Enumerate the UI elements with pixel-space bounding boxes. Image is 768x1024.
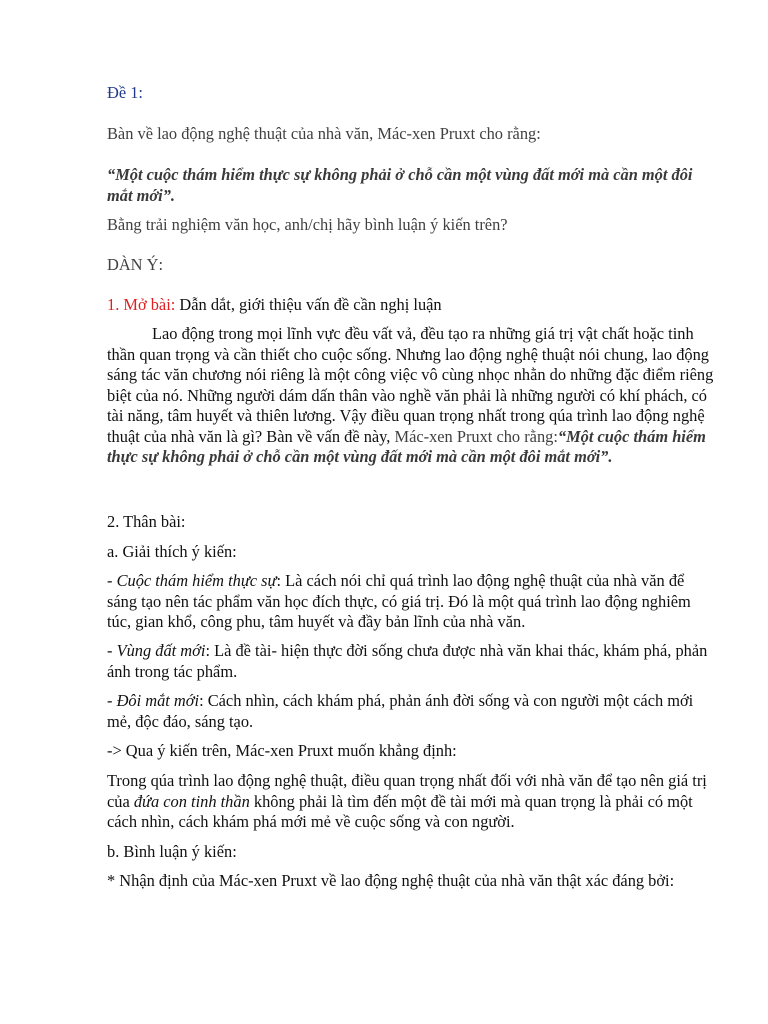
summary-pre: Trong qúa trình lao động nghệ thuật, điều quan trọng nhất đối với nhà văn để tạo nên giá trị của: [107, 771, 707, 811]
section-1-number: 1. Mở bài:: [107, 295, 176, 314]
definition-text: : Là cách nói chỉ quá trình lao động nghệ thuật của nhà văn để sáng tạo nên tác phẩm văn học đích thực, có giá trị. Đó là một quá trình lao động nghiêm túc, gian khổ, công phu, tâm huyết và đầy bản lĩnh của nhà văn.: [107, 571, 691, 631]
definition-item: [107, 641, 715, 682]
part-b-text: * Nhận định của Mác-xen Pruxt về lao động nghệ thuật của nhà văn thật xác đáng bởi:: [107, 871, 675, 890]
definition-text: : Là đề tài- hiện thực đời sống chưa được nhà văn khai thác, khám phá, phản ánh trong tác phẩm.: [107, 641, 708, 681]
intro-paragraph-body: Lao động trong mọi lĩnh vực đều vất vả, đều tạo ra những giá trị vật chất hoặc tinh thần quan trọng và cần thiết cho cuộc sống. Nhưng lao động nghệ thuật nói chung, lao động sáng tác văn chương nói riêng là một công việc vô cùng nhọc nhằn do những đặc điểm riêng biệt của nó. Những người dám dấn thân vào nghề văn phải là những người có khí phách, có tài năng, tâm huyết và thiên lương. Vậy điều quan trọng nhất trong qúa trình lao động nghệ thuật của nhà văn là gì? Bàn về vấn đề này,: [107, 324, 714, 446]
item-dash: -: [107, 691, 117, 710]
section-1-heading: [107, 295, 442, 315]
exam-heading: Đề 1:: [107, 83, 143, 102]
summary-emphasis: đứa con tinh thần: [133, 791, 250, 811]
intro-paragraph-quote: “Một cuộc thám hiểm thực sự không phải ở chỗ cần một vùng đất mới mà cần một đôi mắt mới”.: [107, 426, 706, 466]
intro-paragraph-lead: Mác-xen Pruxt cho rằng:: [394, 426, 558, 446]
item-dash: -: [107, 641, 117, 660]
definition-item: [107, 571, 715, 633]
conclusion-text: -> Qua ý kiến trên, Mác-xen Pruxt muốn khẳng định:: [107, 741, 457, 760]
definition-term: Vùng đất mới: [116, 641, 206, 660]
summary-paragraph: [107, 771, 715, 833]
definition-item: [107, 691, 715, 732]
summary-post: không phải là tìm đến một đề tài mới mà quan trọng là phải có một cách nhìn, cách khám phá mới mẻ về cuộc sống và con người.: [107, 791, 693, 831]
item-dash: -: [107, 571, 117, 590]
outline-title: DÀN Ý:: [107, 255, 163, 274]
section-1-title: Dẫn dắt, giới thiệu vấn đề cần nghị luận: [175, 295, 442, 314]
part-b-heading: b. Bình luận ý kiến:: [107, 842, 237, 861]
intro-text: Bàn về lao động nghệ thuật của nhà văn, Mác-xen Pruxt cho rằng:: [107, 124, 541, 143]
quote-text: “Một cuộc thám hiểm thực sự không phải ở chỗ cần một vùng đất mới mà cần một đôi mắt mới”.: [107, 165, 693, 205]
section-2-heading: 2. Thân bài:: [107, 512, 186, 531]
intro-paragraph: [107, 324, 715, 468]
definition-term: Đôi mắt mới: [116, 691, 200, 710]
definition-text: : Cách nhìn, cách khám phá, phản ánh đời sống và con người một cách mới mẻ, độc đáo, sáng tạo.: [107, 691, 694, 731]
task-text: Bằng trải nghiệm văn học, anh/chị hãy bình luận ý kiến trên?: [107, 215, 508, 234]
part-a-heading: a. Giải thích ý kiến:: [107, 542, 237, 561]
definition-term: Cuộc thám hiểm thực sự: [116, 571, 277, 590]
